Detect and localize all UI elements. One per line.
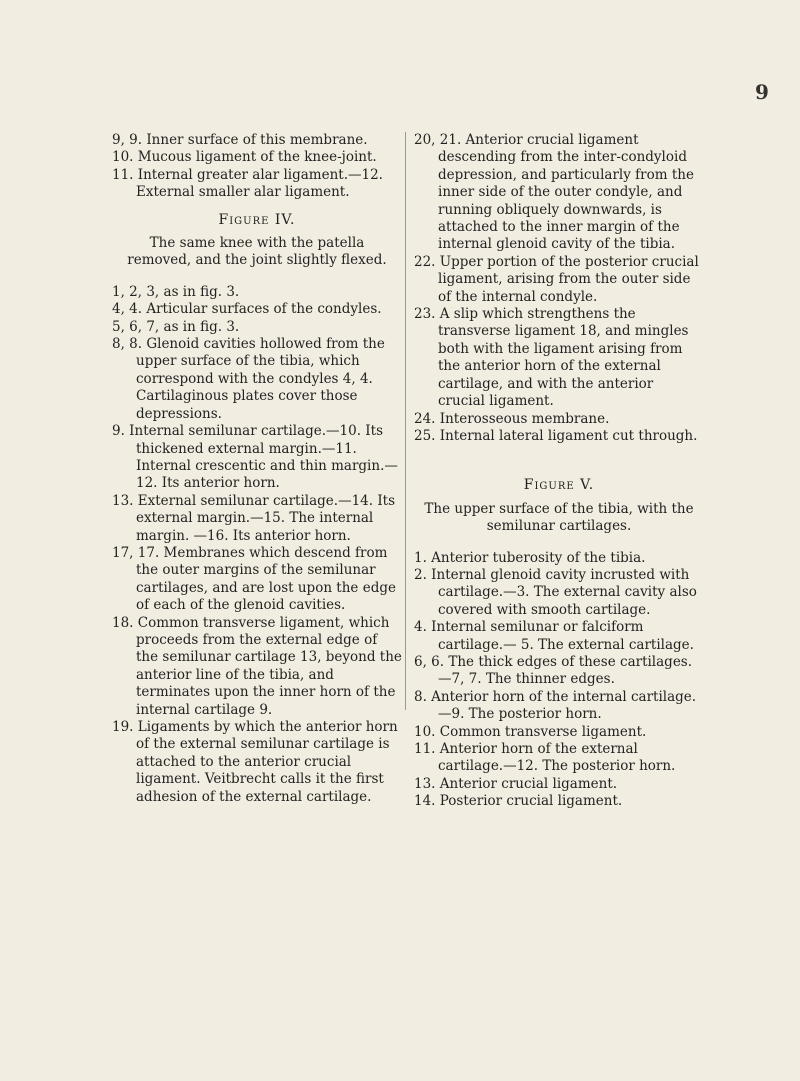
left-column (112, 132, 402, 806)
list-item: 10. Common transverse ligament. (414, 723, 647, 740)
figure-iv-description: The same knee with the patella removed, and the joint slightly flexed. (127, 235, 387, 269)
column-divider (405, 132, 406, 710)
list-item: 9. Internal semilunar cartilage.—10. Its thickened external margin.—11. Internal crescentic and thin margin.—12. Its anterior horn. (112, 423, 398, 492)
list-item: 6, 6. The thick edges of these cartilages.—7, 7. The thinner edges. (414, 653, 693, 688)
list-item: 2. Internal glenoid cavity incrusted with cartilage.—3. The external cavity also covered with smooth cartilage. (414, 566, 697, 618)
list-item: 5, 6, 7, as in fig. 3. (112, 318, 240, 335)
list-item: 11. Anterior horn of the external cartilage.—12. The posterior horn. (414, 741, 676, 775)
list-item: 23. A slip which strengthens the transverse ligament 18, and mingles both with the ligament arising from the anterior horn of the external cartilage, and with the anterior crucial ligament. (414, 306, 689, 410)
list-item: 8, 8. Glenoid cavities hollowed from the upper surface of the tibia, which correspond with the condyles 4, 4. Cartilaginous plates cover those depressions. (112, 336, 385, 422)
list-item: 11. Internal greater alar ligament.—12. External smaller alar ligament. (112, 166, 383, 201)
page-number: 9 (755, 80, 769, 104)
list-item: 8. Anterior horn of the internal cartilage.—9. The posterior horn. (414, 688, 697, 723)
list-item: 4. Internal semilunar or falciform cartilage.— 5. The external cartilage. (414, 619, 694, 653)
list-item: 18. Common transverse ligament, which proceeds from the external edge of the semilunar cartilage 13, beyond the anterior line of the tibia, and terminates upon the inner horn of the internal cartilage 9. (112, 614, 402, 718)
list-item: 17, 17. Membranes which descend from the outer margins of the semilunar cartilages, and are lost upon the edge of each of the glenoid cavities. (112, 544, 396, 614)
list-item: 1, 2, 3, as in fig. 3. (112, 283, 240, 300)
list-item: 9, 9. Inner surface of this membrane. (112, 132, 368, 148)
figure-v-heading: Figure V. (523, 477, 595, 494)
figure-iv-heading: Figure IV. (218, 211, 296, 228)
list-item: 10. Mucous ligament of the knee-joint. (112, 149, 377, 166)
figure-v-description: The upper surface of the tibia, with the semilunar cartilages. (424, 500, 694, 535)
right-column (414, 132, 704, 811)
list-item: 25. Internal lateral ligament cut through. (414, 427, 698, 444)
list-item: 1. Anterior tuberosity of the tibia. (414, 549, 646, 566)
list-item: 13. External semilunar cartilage.—14. Its external margin.—15. The internal margin. —16. Its anterior horn. (112, 492, 396, 544)
list-item: 19. Ligaments by which the anterior horn of the external semilunar cartilage is attached to the anterior crucial ligament. Veitbrecht calls it the first adhesion of the external cartilage. (112, 719, 398, 805)
list-item: 22. Upper portion of the posterior crucial ligament, arising from the outer side of the internal condyle. (414, 253, 699, 305)
list-item: 20, 21. Anterior crucial ligament descending from the inter-condyloid depression, and particularly from the inner side of the outer condyle, and running obliquely downwards, is attached to the inner margin of the internal glenoid cavity of the tibia. (414, 132, 694, 253)
list-item: 4, 4. Articular surfaces of the condyles. (112, 301, 382, 318)
list-item: 14. Posterior crucial ligament. (414, 793, 623, 810)
list-item: 13. Anterior crucial ligament. (414, 775, 618, 792)
list-item: 24. Interosseous membrane. (414, 410, 610, 427)
